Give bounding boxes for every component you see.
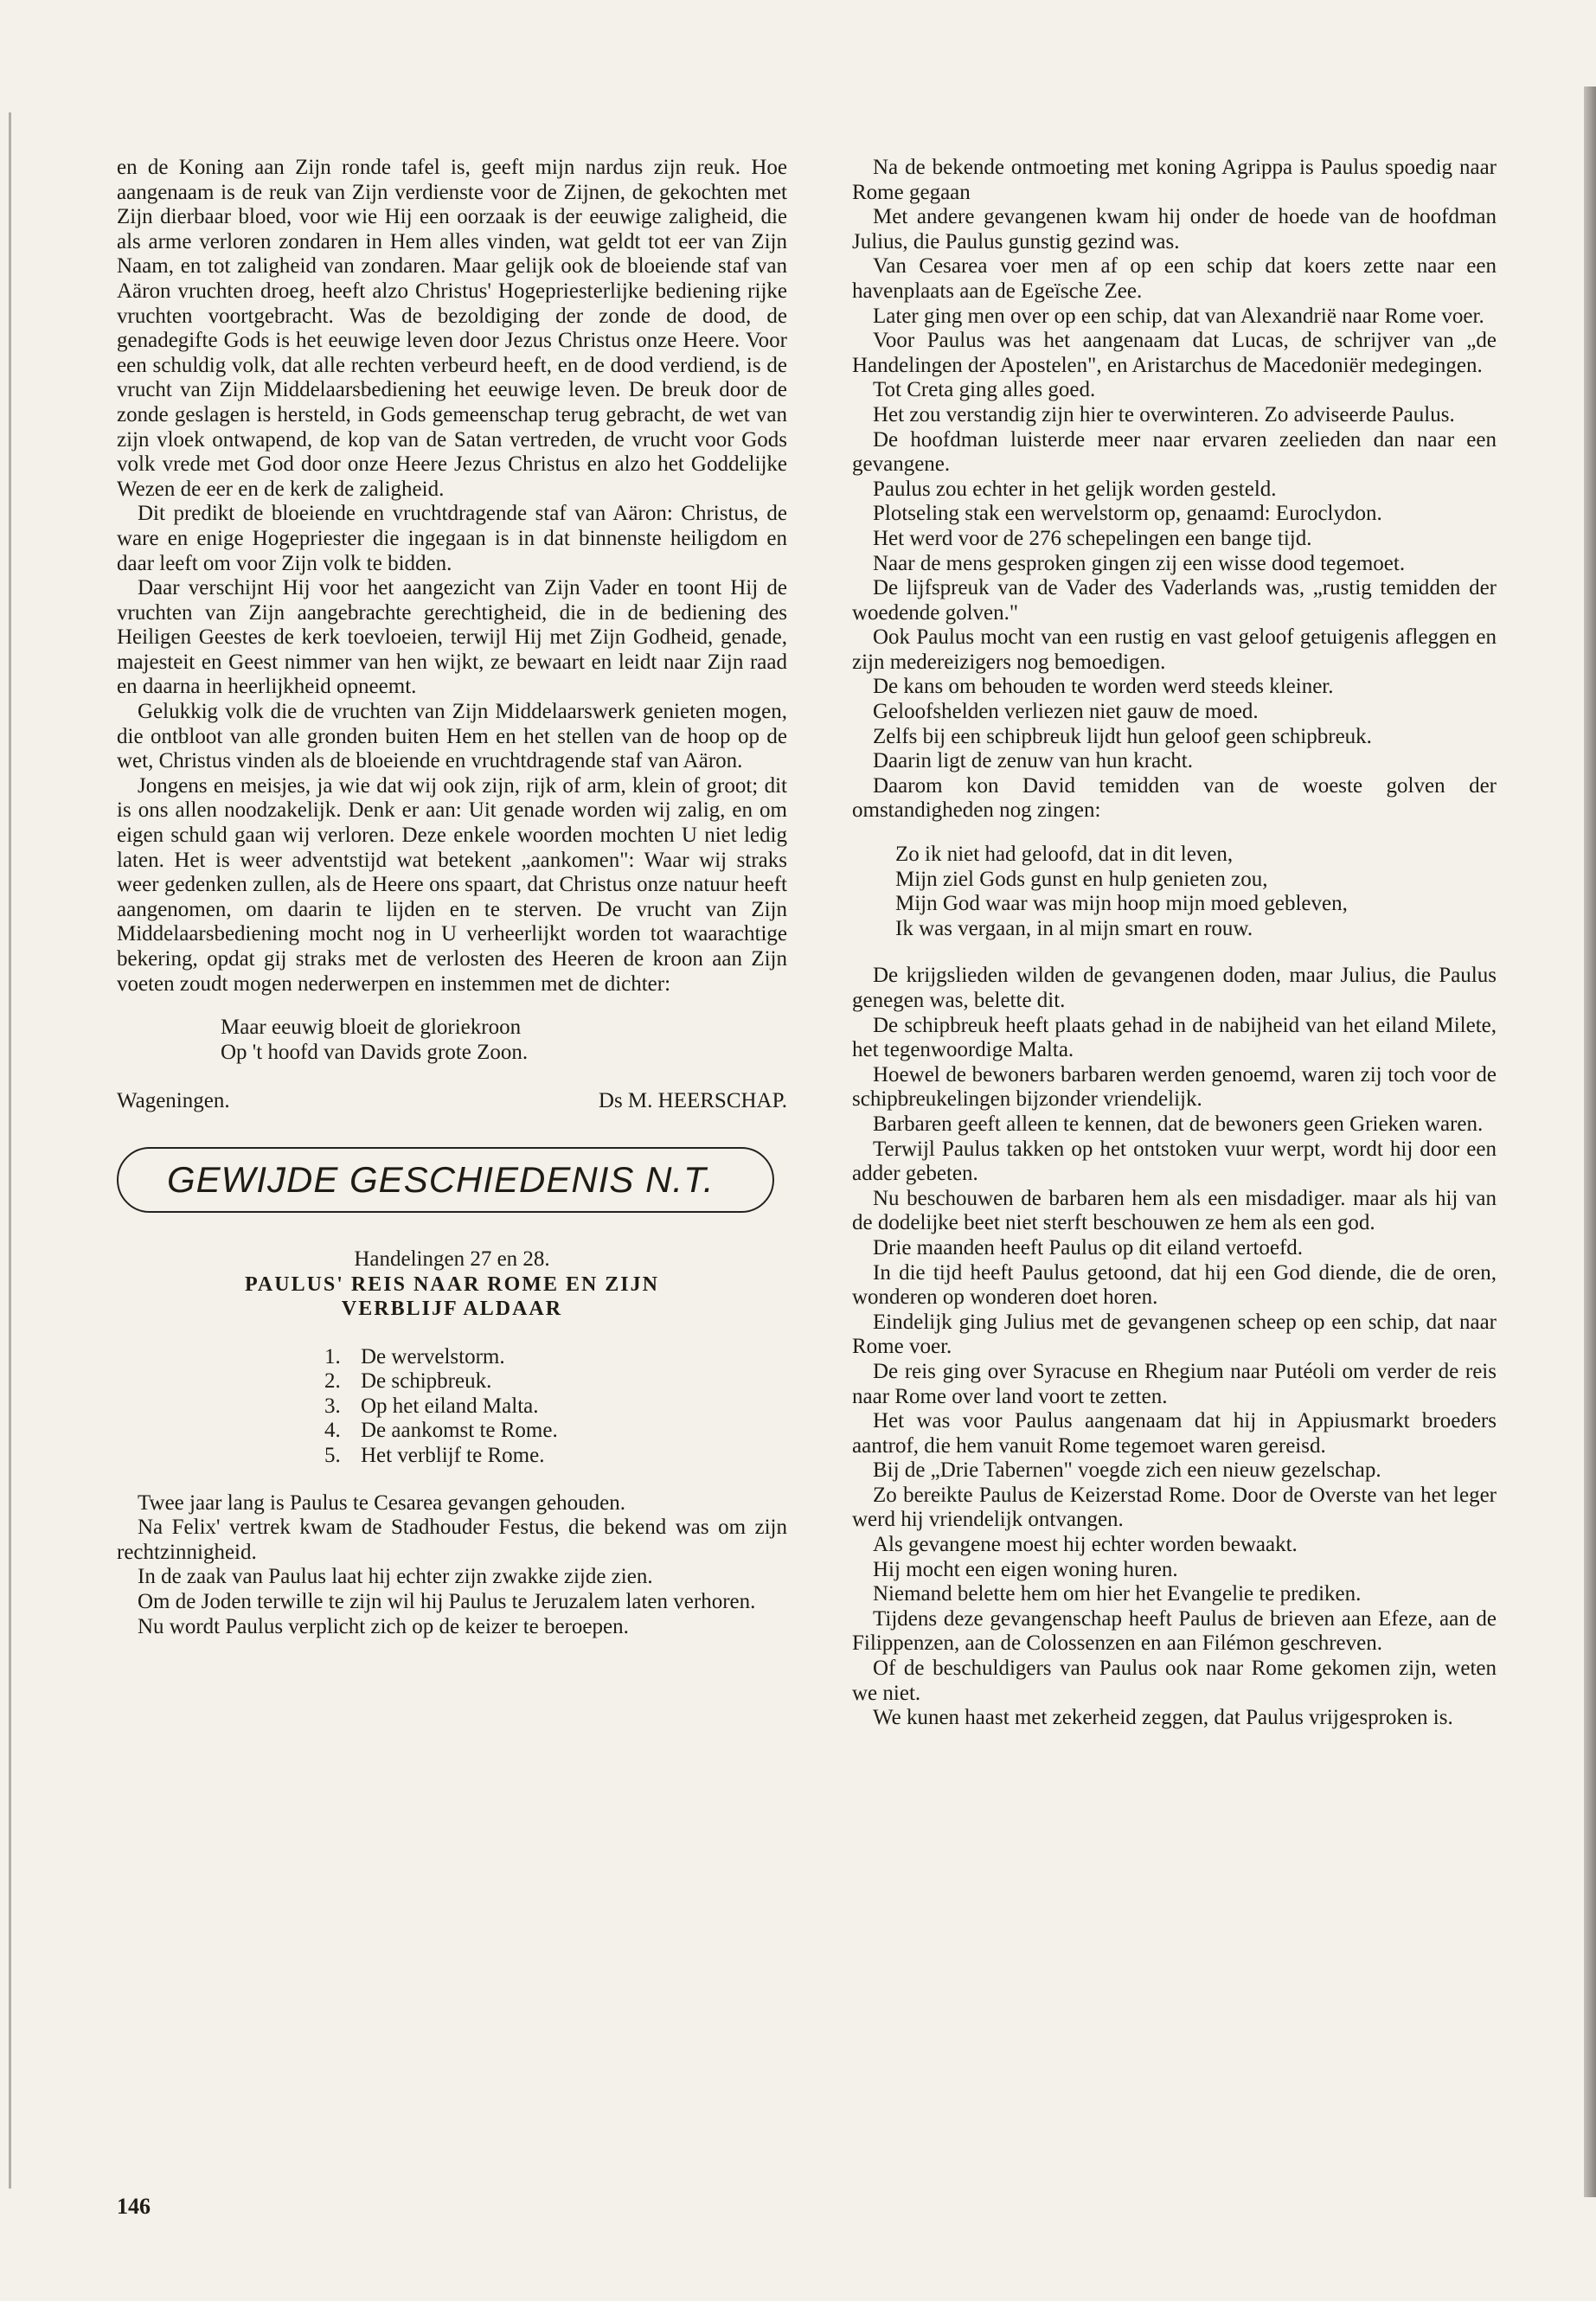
paragraph: Of de beschuldigers van Paulus ook naar Rome gekomen zijn, weten we niet. xyxy=(852,1657,1497,1705)
outline-item xyxy=(324,1419,787,1444)
paragraph: Terwijl Paulus takken op het ontstoken vuur werpt, wordt hij door een adder gebeten. xyxy=(852,1137,1497,1186)
paragraph: Later ging men over op een schip, dat van Alexandrië naar Rome voer. xyxy=(873,304,1484,328)
signature-place: Wageningen. xyxy=(117,1089,230,1113)
outline-number: 3. xyxy=(324,1394,341,1418)
paragraph: Met andere gevangenen kwam hij onder de hoede van de hoofdman Julius, die Paulus gunstig gezind was. xyxy=(852,205,1497,253)
left-column xyxy=(117,156,787,1639)
paragraph: Daarom kon David temidden van de woeste golven der omstandigheden nog zingen: xyxy=(852,773,1497,823)
paragraph: De kans om behouden te worden werd steeds kleiner. xyxy=(873,675,1334,699)
section-heading: GEWIJDE GESCHIEDENIS N.T. xyxy=(167,1158,715,1200)
outline-text: De wervelstorm. xyxy=(361,1344,505,1368)
outline-item xyxy=(324,1394,787,1420)
paragraph: Plotseling stak een wervelstorm op, genaamd: Euroclydon. xyxy=(873,502,1382,526)
paragraph: Om de Joden terwille te zijn wil hij Paulus te Jeruzalem laten verhoren. xyxy=(138,1589,756,1613)
paragraph: Naar de mens gesproken gingen zij een wisse dood tegemoet. xyxy=(873,551,1406,575)
paragraph: en de Koning aan Zijn ronde tafel is, geeft mijn nardus zijn reuk. Hoe aangenaam is de reuk van Zijn verdienste voor de Zijnen, de gekochten met Zijn dierbaar bloed, voor wie Hij een oorzaak is der eeuwige zaligheid, die als arme verloren zondaren in Hem alles vinden, wat geldt tot eer van Zijn Naam, en tot zaligheid van zondaren. Maar gelijk ook de bloeiende staf van Aäron vruchten droeg, heeft alzo Christus' Hogepriesterlijke bediening rijke vruchten voortgebracht. Was de bezoldiging der zonde de dood, de genadegifte Gods is het eeuwige leven door Jezus Christus onze Heere. Voor een schuldig volk, dat alle rechten verbeurd heeft, en de dood verdiend, is de vrucht van Zijn Middelaarsbediening het eeuwige leven. De breuk door de zonde geslagen is hersteld, in Gods gemeenschap terug gebracht, de wet van zijn vloek ontwapend, de kop van de Satan vertreden, de vrucht voor Gods volk vrede met God door onze Heere Jezus Christus en alzo het Goddelijke Wezen de eer en de kerk de zaligheid. xyxy=(117,156,787,501)
poem-line: Mijn ziel Gods gunst en hulp genieten zou, xyxy=(895,867,1268,891)
outline-list xyxy=(324,1345,787,1469)
poem-line: Op 't hoofd van Davids grote Zoon. xyxy=(221,1040,529,1064)
outline-text: De schipbreuk. xyxy=(361,1369,492,1394)
outline-number: 4. xyxy=(324,1419,341,1443)
paragraph: Barbaren geeft alleen te kennen, dat de bewoners geen Grieken waren. xyxy=(873,1112,1484,1136)
outline-text: Het verblijf te Rome. xyxy=(361,1443,545,1467)
outline-number: 5. xyxy=(324,1443,341,1467)
outline-item xyxy=(324,1345,787,1370)
outline-number: 1. xyxy=(324,1344,341,1368)
outline-number: 2. xyxy=(324,1369,341,1394)
paragraph: Geloofshelden verliezen niet gauw de moed. xyxy=(873,700,1259,724)
scan-edge-right xyxy=(1584,87,1596,2197)
article-title-line-1: PAULUS' REIS NAAR ROME EN ZIJN xyxy=(245,1272,659,1296)
bible-reference: Handelingen 27 en 28. xyxy=(354,1247,550,1271)
paragraph: Niemand belette hem om hier het Evangelie te prediken. xyxy=(873,1582,1362,1606)
paragraph: Het was voor Paulus aangenaam dat hij in Appiusmarkt broeders aantrof, die hem vanuit Rome tegemoet waren gereisd. xyxy=(852,1409,1497,1458)
paragraph: Ook Paulus mocht van een rustig en vast geloof getuigenis afleggen en zijn medereizigers nog bemoedigen. xyxy=(852,625,1497,674)
outline-text: De aankomst te Rome. xyxy=(361,1419,558,1443)
section-heading-box xyxy=(117,1147,774,1213)
paragraph: We kunen haast met zekerheid zeggen, dat Paulus vrijgesproken is. xyxy=(873,1706,1453,1730)
poem-line: Maar eeuwig bloeit de gloriekroon xyxy=(221,1016,522,1040)
paragraph: Nu wordt Paulus verplicht zich op de keizer te beroepen. xyxy=(138,1614,629,1638)
paragraph: Twee jaar lang is Paulus te Cesarea gevangen gehouden. xyxy=(138,1490,626,1515)
paragraph: Paulus zou echter in het gelijk worden gesteld. xyxy=(873,477,1277,501)
paragraph: Eindelijk ging Julius met de gevangenen scheep op een schip, dat naar Rome voer. xyxy=(852,1310,1497,1359)
paragraph: De reis ging over Syracuse en Rhegium naar Putéoli om verder de reis naar Rome over land voort te zetten. xyxy=(852,1359,1497,1408)
paragraph: De schipbreuk heeft plaats gehad in de nabijheid van het eiland Milete, het tegenwoordige Malta. xyxy=(852,1013,1497,1062)
paragraph: Tijdens deze gevangenschap heeft Paulus de brieven aan Efeze, aan de Filippenzen, aan de Colossenzen en aan Filémon geschreven. xyxy=(852,1606,1497,1656)
psalm-quote xyxy=(852,843,1497,941)
paragraph: Nu beschouwen de barbaren hem als een misdadiger. maar als hij van de dodelijke beet niet sterft beschouwen ze hem als een god. xyxy=(852,1186,1497,1235)
poem-line: Mijn God waar was mijn hoop mijn moed gebleven, xyxy=(895,892,1348,916)
article-title-line-2: VERBLIJF ALDAAR xyxy=(341,1297,563,1320)
paragraph: De hoofdman luisterde meer naar ervaren zeelieden dan naar een gevangene. xyxy=(852,427,1497,477)
paragraph: Zo bereikte Paulus de Keizerstad Rome. Door de Overste van het leger werd hij vriendelijk ontvangen. xyxy=(852,1483,1497,1532)
poem-line: Zo ik niet had geloofd, dat in dit leven, xyxy=(895,843,1234,867)
paragraph: Hoewel de bewoners barbaren werden genoemd, waren zij toch voor de schipbreukelingen bijzonder vriendelijk. xyxy=(852,1062,1497,1112)
page-number: 146 xyxy=(117,2194,151,2219)
paragraph: Drie maanden heeft Paulus op dit eiland vertoefd. xyxy=(873,1235,1304,1259)
right-column xyxy=(852,156,1497,1731)
paragraph: Zelfs bij een schipbreuk lijdt hun geloof geen schipbreuk. xyxy=(873,724,1372,748)
paragraph: Het zou verstandig zijn hier te overwinteren. Zo adviseerde Paulus. xyxy=(873,402,1455,426)
paragraph: Daarin ligt de zenuw van hun kracht. xyxy=(873,749,1194,773)
paragraph: Gelukkig volk die de vruchten van Zijn Middelaarswerk genieten mogen, die ontbloot van alle gronden buiten Hem en het stellen van de hoop op de wet, Christus vinden als de bloeiende en vruchtdragende staf van Aäron. xyxy=(117,700,787,773)
paragraph: Daar verschijnt Hij voor het aangezicht van Zijn Vader en toont Hij de vruchten van Zijn aangebrachte gerechtigheid, die in de bediening des Heiligen Geestes de kerk toevloeien, terwijl Hij met Zijn Godheid, genade, majesteit en Geest nimmer van hen wijkt, ze bewaart en leidt naar Zijn raad en daarna in heerlijkheid opneemt. xyxy=(117,576,787,699)
poem-line: Ik was vergaan, in al mijn smart en rouw. xyxy=(895,916,1253,940)
scan-edge-left xyxy=(9,112,11,2189)
signature-row xyxy=(117,1089,787,1114)
outline-item xyxy=(324,1369,787,1394)
paragraph: Bij de „Drie Tabernen" voegde zich een nieuw gezelschap. xyxy=(873,1458,1381,1483)
paragraph: In de zaak van Paulus laat hij echter zijn zwakke zijde zien. xyxy=(138,1565,653,1589)
paragraph: Het werd voor de 276 schepelingen een bange tijd. xyxy=(873,526,1312,550)
outline-item xyxy=(324,1444,787,1469)
paragraph: Van Cesarea voer men af op een schip dat koers zette naar een havenplaats aan de Egeïsche Zee. xyxy=(852,254,1497,303)
paragraph: De krijgslieden wilden de gevangenen doden, maar Julius, die Paulus genegen was, belette dit. xyxy=(852,964,1497,1012)
paragraph: Na de bekende ontmoeting met koning Agrippa is Paulus spoedig naar Rome gegaan xyxy=(852,156,1497,204)
paragraph: Jongens en meisjes, ja wie dat wij ook zijn, rijk of arm, klein of groot; dit is ons allen noodzakelijk. Denk er aan: Uit genade worden wij zalig, en om eigen schuld gaan wij verloren. Deze enkele woorden mochten U niet ledig laten. Het is weer adventstijd wat betekent „aankomen": Waar wij straks weer gedenken zullen, als de Heere ons spaart, dat Christus onze natuur heeft aangenomen, om daarin te lijden en te sterven. De vrucht van Zijn Middelaarsbediening mocht nog in U verheerlijkt worden tot waarachtige bekering, opdat gij straks met de verlosten des Heeren de kroon aan Zijn voeten zoudt mogen nederwerpen en instemmen met de dichter: xyxy=(117,773,787,996)
paragraph: Hij mocht een eigen woning huren. xyxy=(873,1557,1178,1581)
outline-text: Op het eiland Malta. xyxy=(361,1394,539,1418)
paragraph: In die tijd heeft Paulus getoond, dat hij een God diende, die de oren, wonderen op wonderen doet horen. xyxy=(852,1260,1497,1310)
paragraph: Voor Paulus was het aangenaam dat Lucas, de schrijver van „de Handelingen der Apostelen", en Aristarchus de Macedoniër medegingen. xyxy=(852,329,1497,377)
paragraph: De lijfspreuk van de Vader des Vaderlands was, „rustig temidden der woedende golven." xyxy=(852,576,1497,625)
paragraph: Na Felix' vertrek kwam de Stadhouder Festus, die bekend was om zijn rechtzinnigheid. xyxy=(117,1516,787,1564)
paragraph: Dit predikt de bloeiende en vruchtdragende staf van Aäron: Christus, de ware en enige Hogepriester die ingegaan is in dat binnenste heiligdom en daar leeft om voor Zijn volk te bidden. xyxy=(117,502,787,575)
paragraph: Als gevangene moest hij echter worden bewaakt. xyxy=(873,1533,1298,1557)
paragraph: Tot Creta ging alles goed. xyxy=(873,378,1096,402)
poem-quote xyxy=(117,1016,787,1065)
signature-author: Ds M. HEERSCHAP. xyxy=(598,1089,787,1113)
